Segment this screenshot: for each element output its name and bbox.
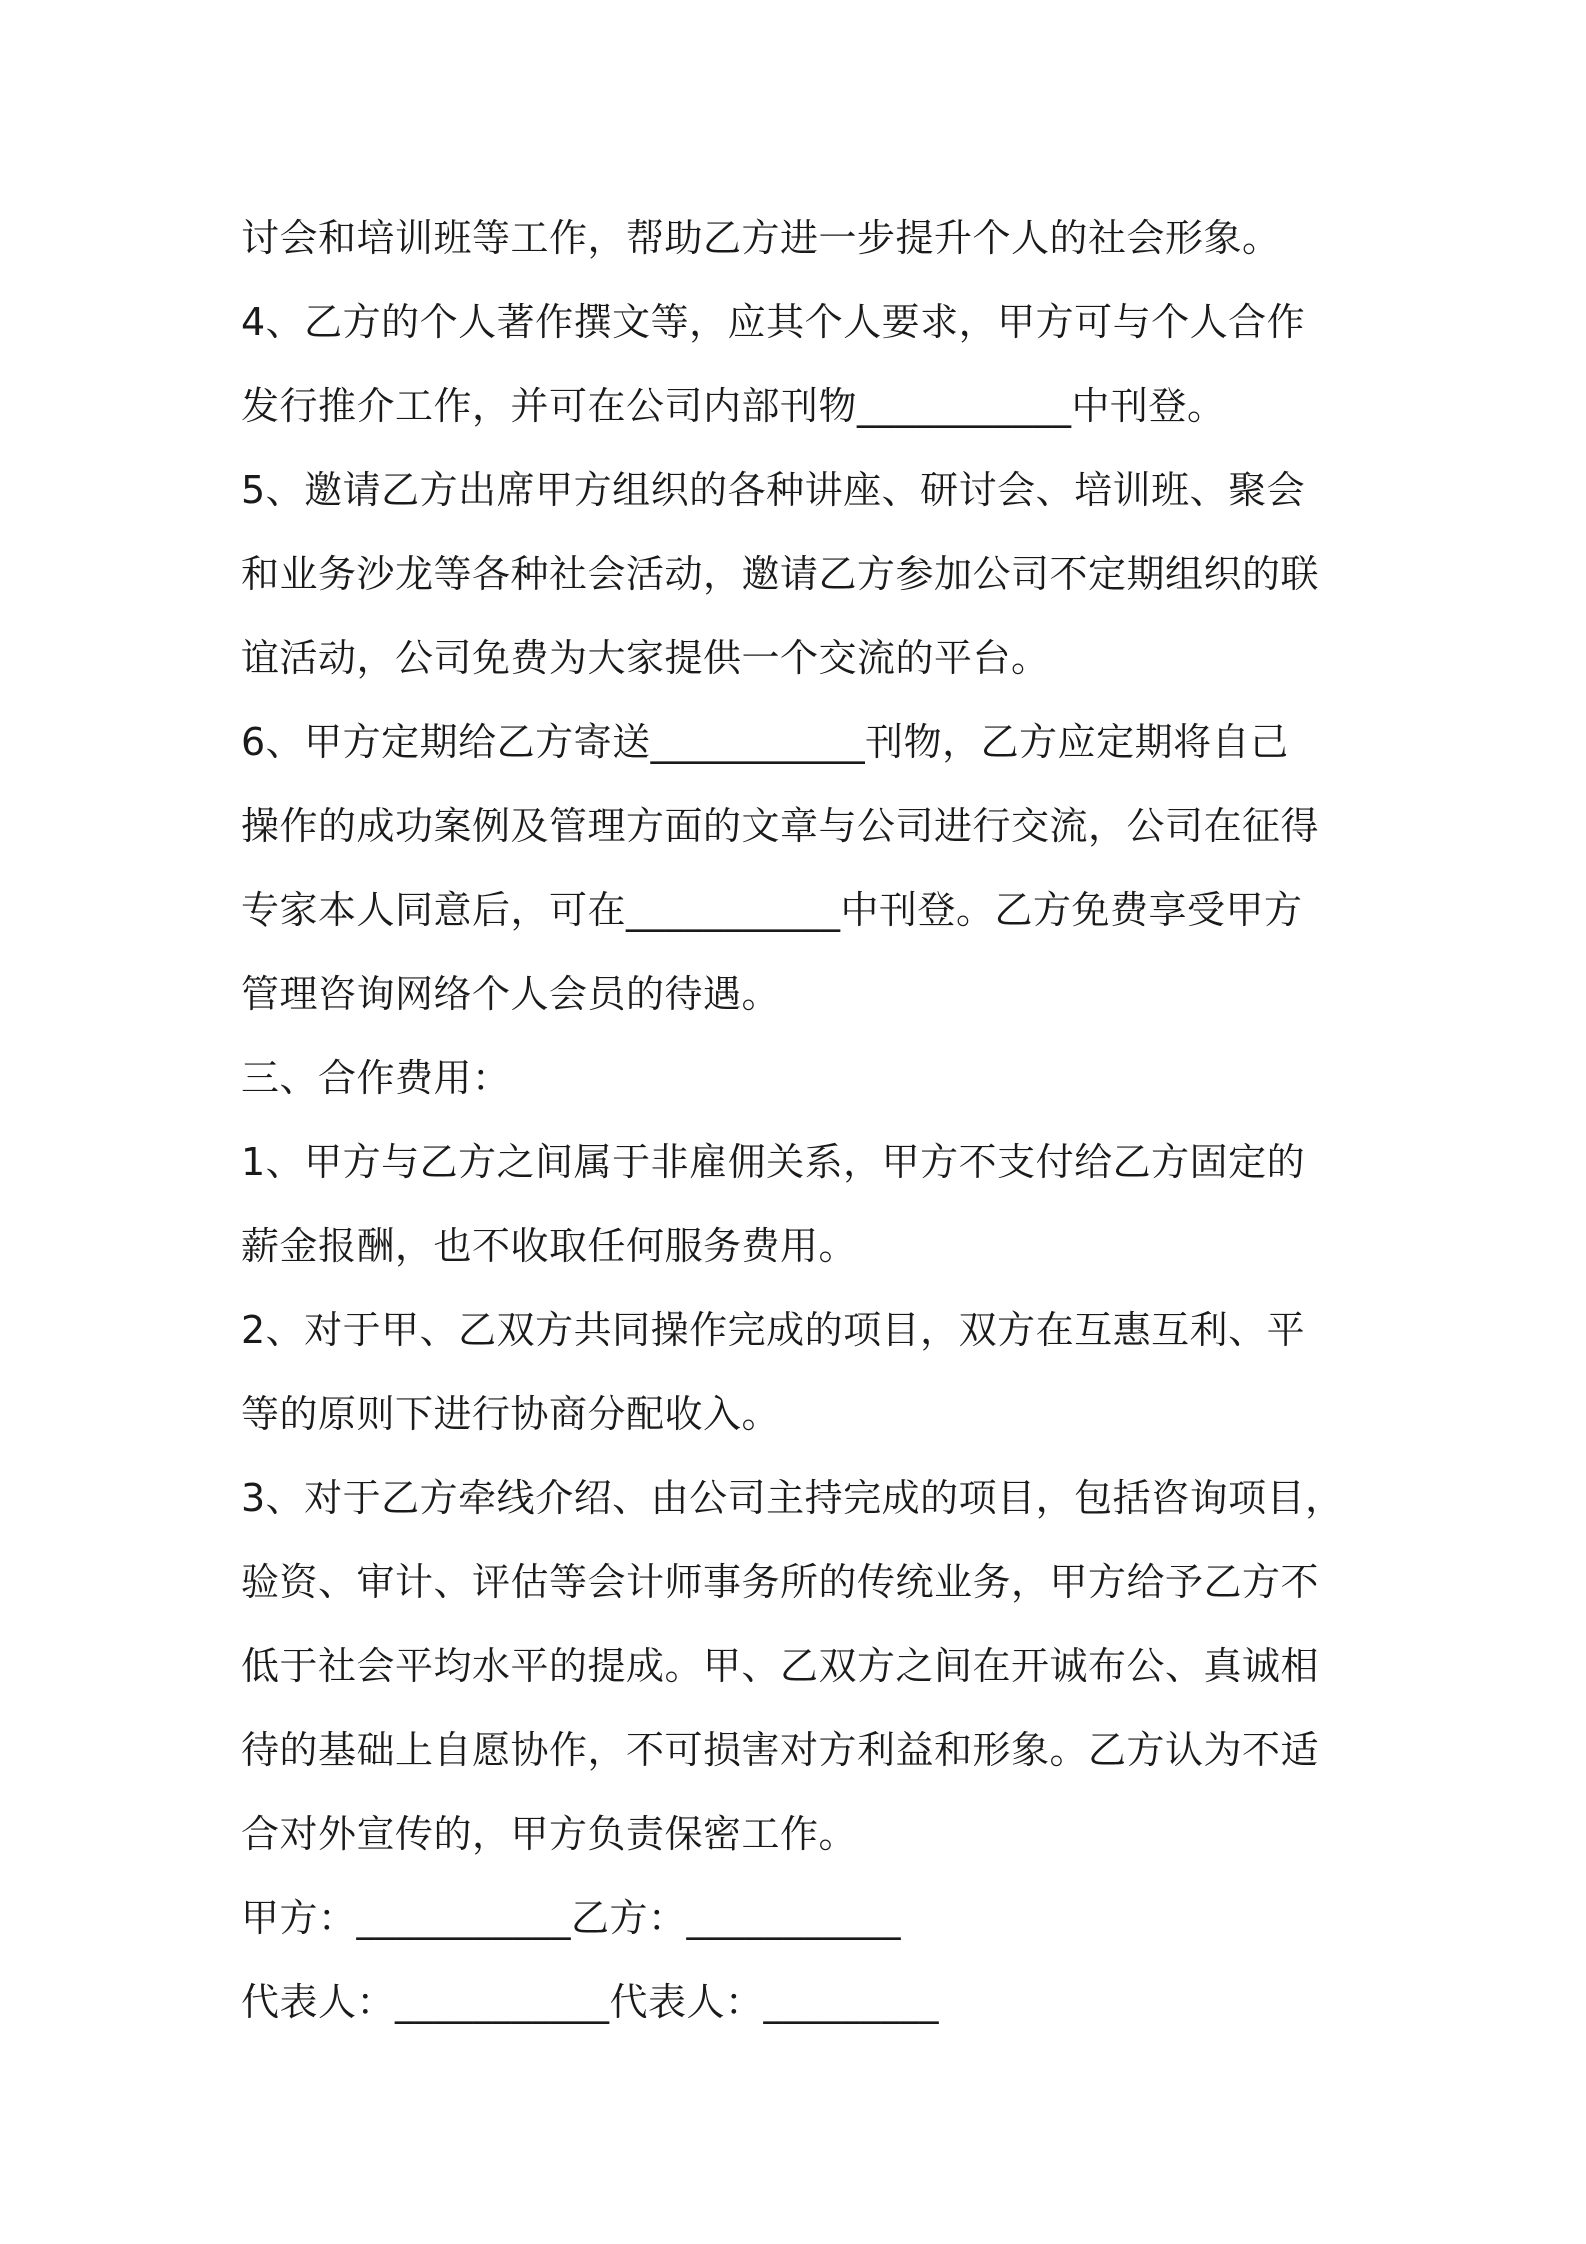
text-line: 2、对于甲、乙双方共同操作完成的项目，双方在互惠互利、平	[241, 1308, 1306, 1352]
text-line: 管理咨询网络个人会员的待遇。	[241, 972, 781, 1016]
signature-party-line: 甲方：___________乙方：___________	[241, 1896, 902, 1940]
signature-representative-line: 代表人：___________代表人：_________	[241, 1980, 940, 2024]
text-line: 和业务沙龙等各种社会活动，邀请乙方参加公司不定期组织的联	[241, 552, 1320, 596]
text-line: 发行推介工作，并可在公司内部刊物___________中刊登。	[241, 384, 1226, 428]
text-line: 操作的成功案例及管理方面的文章与公司进行交流，公司在征得	[241, 804, 1320, 848]
text-line: 专家本人同意后，可在___________中刊登。乙方免费享受甲方	[241, 888, 1303, 932]
text-line: 低于社会平均水平的提成。甲、乙双方之间在开诚布公、真诚相	[241, 1644, 1320, 1688]
text-line: 合对外宣传的，甲方负责保密工作。	[241, 1812, 858, 1856]
text-line: 4、乙方的个人著作撰文等，应其个人要求，甲方可与个人合作	[241, 300, 1306, 344]
text-line: 3、对于乙方牵线介绍、由公司主持完成的项目，包括咨询项目，	[241, 1476, 1344, 1520]
text-line: 薪金报酬，也不收取任何服务费用。	[241, 1224, 858, 1268]
text-line: 6、甲方定期给乙方寄送___________刊物，乙方应定期将自己	[241, 720, 1289, 764]
text-line: 等的原则下进行协商分配收入。	[241, 1392, 781, 1436]
text-line: 1、甲方与乙方之间属于非雇佣关系，甲方不支付给乙方固定的	[241, 1140, 1306, 1184]
text-line: 谊活动，公司免费为大家提供一个交流的平台。	[241, 636, 1050, 680]
text-line: 待的基础上自愿协作，不可损害对方利益和形象。乙方认为不适	[241, 1728, 1320, 1772]
document-body	[241, 196, 1361, 2044]
text-line: 讨会和培训班等工作，帮助乙方进一步提升个人的社会形象。	[241, 216, 1281, 260]
section-heading: 三、合作费用：	[241, 1056, 511, 1100]
text-line: 验资、审计、评估等会计师事务所的传统业务，甲方给予乙方不	[241, 1560, 1320, 1604]
text-line: 5、邀请乙方出席甲方组织的各种讲座、研讨会、培训班、聚会	[241, 468, 1306, 512]
